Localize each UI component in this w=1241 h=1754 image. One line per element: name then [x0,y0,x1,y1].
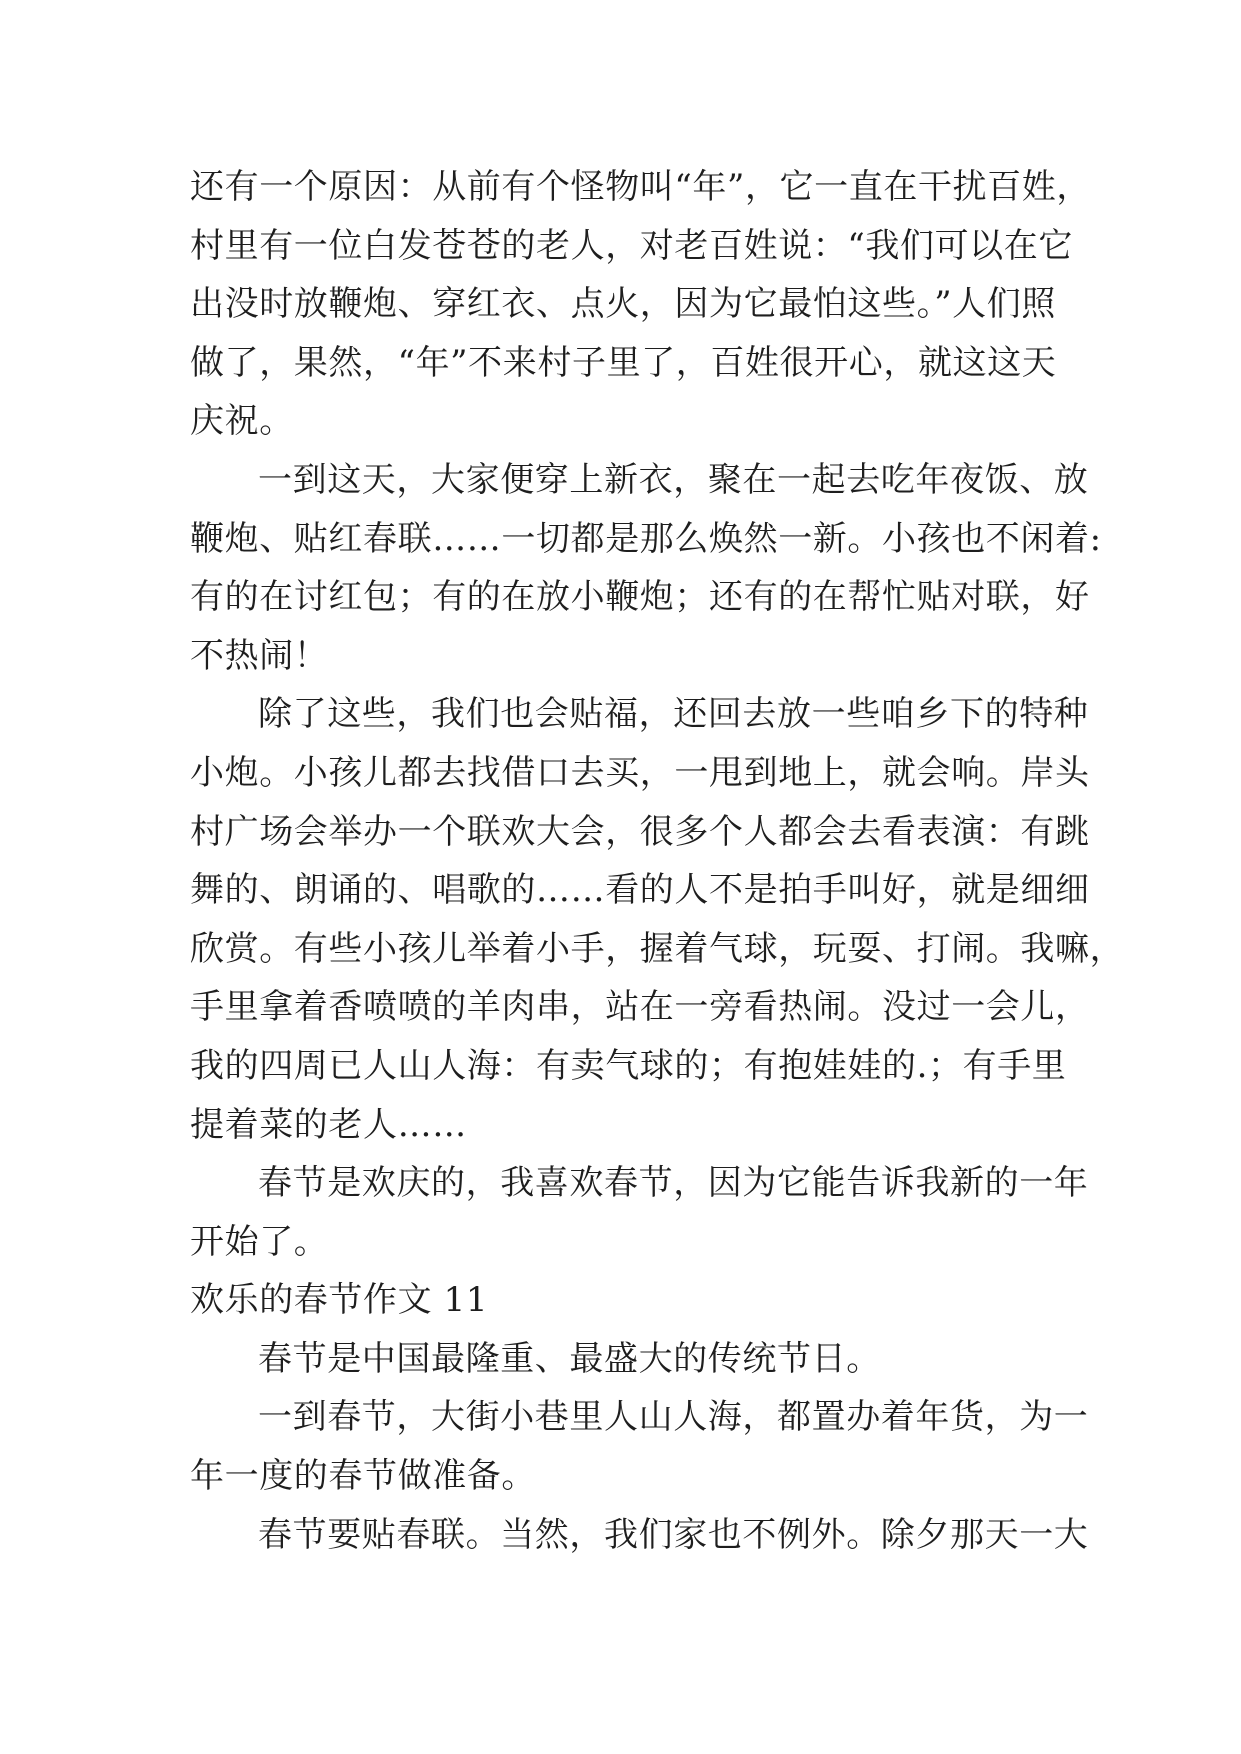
text-line: 还有一个原因：从前有个怪物叫“年”，它一直在干扰百姓， [190,167,1091,207]
text-line: 村里有一位白发苍苍的老人，对老百姓说：“我们可以在它 [190,225,1073,266]
text-line: 年一度的春节做准备。 [190,1456,536,1497]
text-line: 欣赏。有些小孩儿举着小手，握着气球，玩耍、打闹。我嘛， [190,928,1125,969]
text-line: 不热闹！ [190,635,329,676]
text-line: 我的四周已人山人海：有卖气球的；有抱娃娃的.；有手里 [190,1045,1067,1086]
text-line: 做了，果然，“年”不来村子里了，百姓很开心，就这这天 [190,342,1057,383]
text-line: 舞的、朗诵的、唱歌的……看的人不是拍手叫好，就是细细 [190,870,1090,911]
text-line: 手里拿着香喷喷的羊肉串，站在一旁看热闹。没过一会儿， [190,987,1090,1028]
paragraph-first-line: 春节是欢庆的，我喜欢春节，因为它能告诉我新的一年 [258,1163,1089,1204]
paragraph-first-line: 除了这些，我们也会贴福，还回去放一些咱乡下的特种 [258,694,1089,735]
section-heading: 欢乐的春节作文 11 [190,1280,489,1321]
paragraph-first-line: 春节要贴春联。当然，我们家也不例外。除夕那天一大 [258,1514,1089,1555]
text-line: 庆祝。 [190,401,294,442]
text-line: 有的在讨红包；有的在放小鞭炮；还有的在帮忙贴对联，好 [190,577,1090,618]
paragraph-first-line: 春节是中国最隆重、最盛大的传统节日。 [258,1338,881,1379]
paragraph-first-line: 一到春节，大街小巷里人山人海，都置办着年货，为一 [258,1397,1089,1438]
paragraph-first-line: 一到这天，大家便穿上新衣，聚在一起去吃年夜饭、放 [258,459,1089,500]
text-line: 开始了。 [190,1221,329,1262]
text-line: 提着菜的老人…… [190,1104,467,1145]
document-body [190,158,1125,1564]
text-line: 鞭炮、贴红春联……一切都是那么焕然一新。小孩也不闲着: [190,518,1102,559]
text-line: 村广场会举办一个联欢大会，很多个人都会去看表演：有跳 [190,811,1090,852]
text-line: 出没时放鞭炮、穿红衣、点火，因为它最怕这些。”人们照 [190,284,1056,325]
text-line: 小炮。小孩儿都去找借口去买，一甩到地上，就会响。岸头 [190,752,1090,793]
